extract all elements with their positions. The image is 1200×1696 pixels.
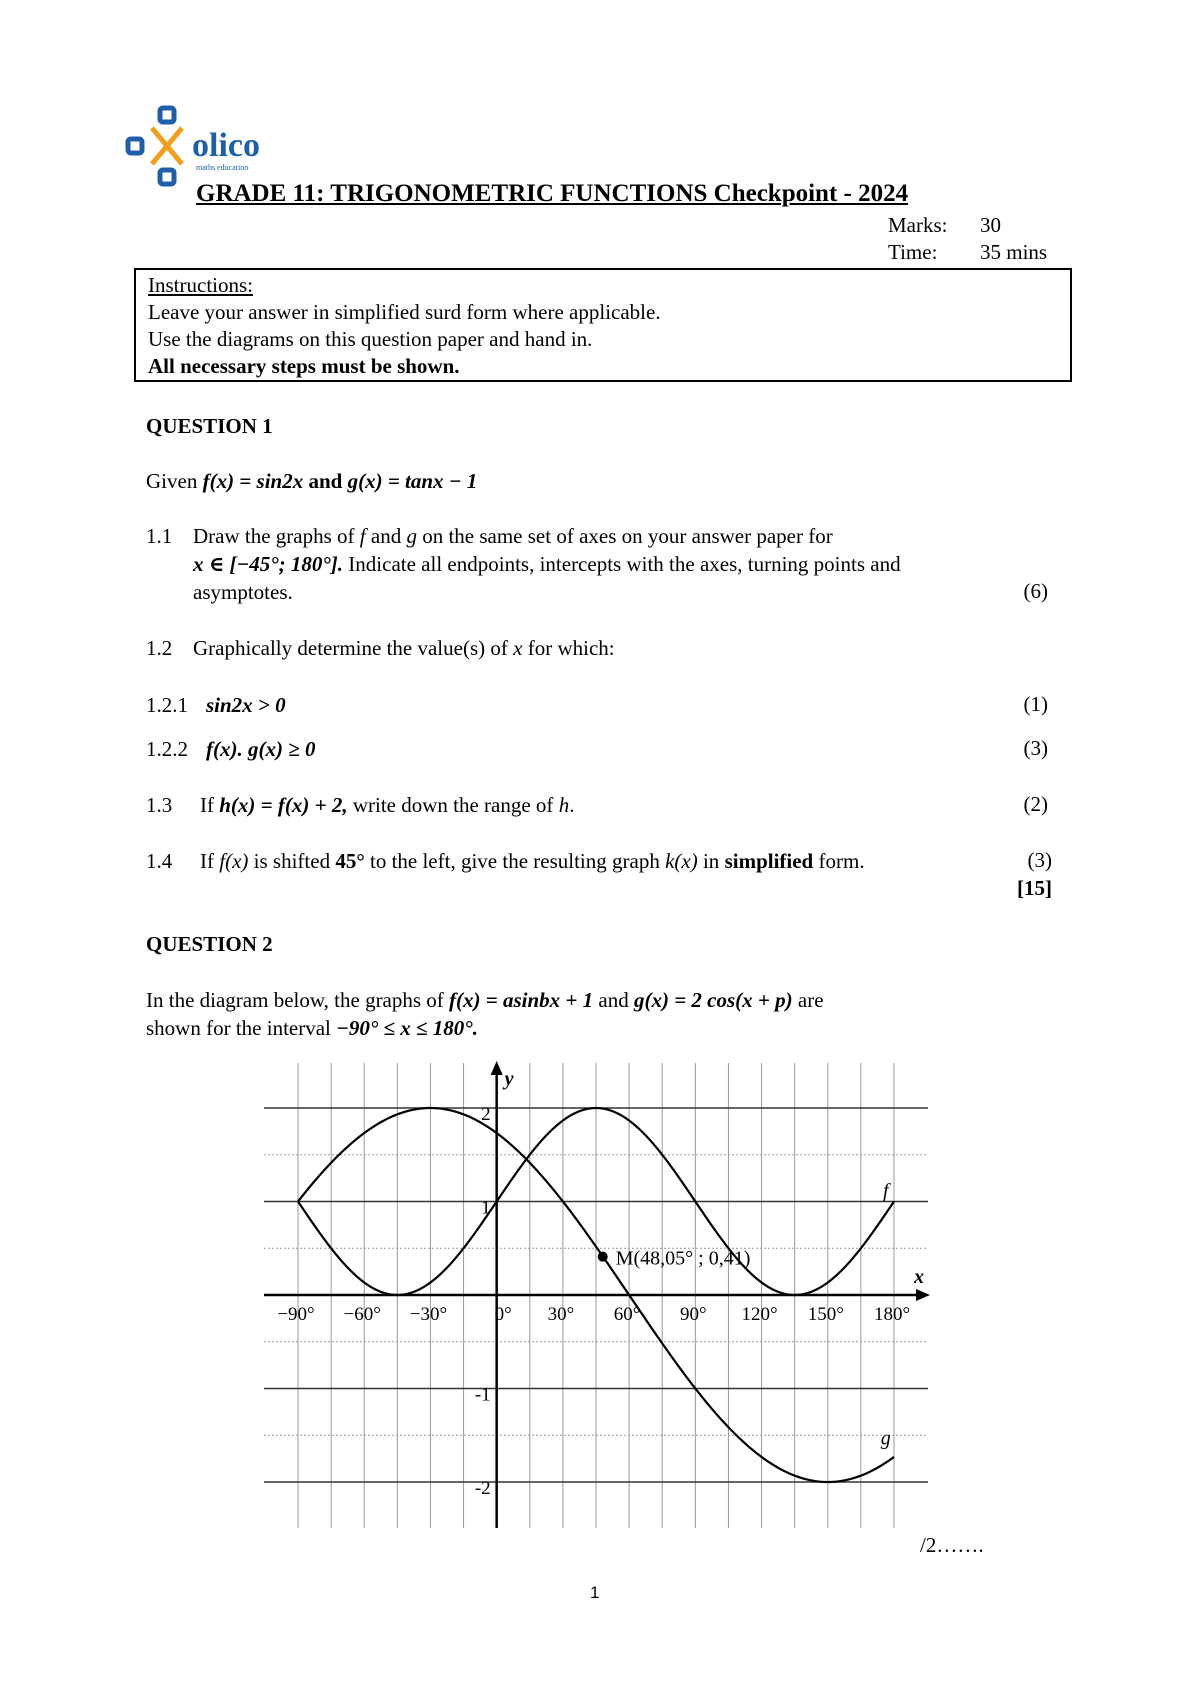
y-tick-label: -1 bbox=[474, 1384, 491, 1406]
x-tick-label: 180° bbox=[873, 1304, 911, 1325]
given-and: and bbox=[303, 469, 348, 493]
q14-marks: (3) bbox=[1027, 848, 1052, 872]
q12-number: 1.2 bbox=[146, 636, 173, 660]
given-f: f(x) = sin2x bbox=[202, 469, 304, 493]
q11-text: on the same set of axes on your answer paper for bbox=[416, 524, 833, 548]
q13-if: If bbox=[200, 793, 220, 817]
x-tick-label: −90° bbox=[277, 1304, 315, 1325]
q13-text-a: write down the range of bbox=[347, 793, 559, 817]
q11-line1 bbox=[193, 523, 833, 549]
given-prefix: Given bbox=[146, 469, 203, 493]
q14-text bbox=[200, 848, 865, 874]
q14-if: If bbox=[200, 849, 220, 873]
marks-label: Marks: bbox=[888, 213, 948, 237]
x-tick-label: −30° bbox=[409, 1304, 448, 1325]
q12-x: x bbox=[513, 636, 523, 660]
y-axis-arrow bbox=[491, 1061, 503, 1075]
q122-marks: (3) bbox=[1023, 736, 1048, 760]
instructions-heading: Instructions: bbox=[148, 273, 253, 297]
y-tick-label: -2 bbox=[474, 1478, 491, 1499]
x-tick-label: 150° bbox=[807, 1304, 844, 1325]
x-tick-label: 60° bbox=[613, 1304, 641, 1325]
q2-and: and bbox=[593, 988, 634, 1012]
x-tick-label: 120° bbox=[741, 1304, 778, 1325]
q13-number: 1.3 bbox=[146, 793, 173, 817]
q14-text-d: form. bbox=[813, 849, 865, 873]
q11-f: f bbox=[359, 524, 366, 548]
q2-line1 bbox=[146, 987, 824, 1013]
q11-line3: asymptotes. bbox=[193, 580, 293, 604]
page-number: 1 bbox=[590, 1583, 600, 1602]
x-axis-label: x bbox=[914, 1266, 924, 1288]
q13-end: . bbox=[569, 793, 575, 817]
q121-marks: (1) bbox=[1023, 692, 1048, 716]
q11-interval: x ∈ [−45°; 180°]. bbox=[193, 552, 344, 576]
y-axis-label: y bbox=[504, 1068, 514, 1090]
q1-given bbox=[146, 468, 477, 494]
q14-number: 1.4 bbox=[146, 849, 173, 873]
q2-line2 bbox=[146, 1015, 478, 1041]
page-title: GRADE 11: TRIGONOMETRIC FUNCTIONS Checkpoint - 2024 bbox=[196, 180, 909, 207]
q2-text: shown for the interval bbox=[146, 1016, 337, 1040]
q12-text-b: for which: bbox=[522, 636, 615, 660]
q2-f-expr: f(x) = asinbx + 1 bbox=[449, 988, 594, 1012]
q2-text: In the diagram below, the graphs of bbox=[146, 988, 450, 1012]
x-tick-label: 30° bbox=[547, 1304, 575, 1325]
q2-interval: −90° ≤ x ≤ 180°. bbox=[336, 1016, 478, 1040]
q14-k: k(x) bbox=[665, 849, 698, 873]
q12-text bbox=[193, 635, 615, 661]
q14-text-a: is shifted bbox=[248, 849, 336, 873]
q11-text: Draw the graphs of bbox=[193, 524, 360, 548]
time-value: 35 mins bbox=[980, 240, 1048, 264]
x-tick-label: 0° bbox=[494, 1304, 512, 1325]
q11-and: and bbox=[365, 524, 407, 548]
q122-number: 1.2.2 bbox=[146, 737, 188, 761]
instruction-line: Leave your answer in simplified surd form where applicable. bbox=[148, 300, 661, 324]
q121-expr: sin2x > 0 bbox=[206, 693, 286, 717]
instruction-line: All necessary steps must be shown. bbox=[148, 354, 460, 378]
q11-g: g bbox=[406, 524, 417, 548]
q121-number: 1.2.1 bbox=[146, 693, 188, 717]
x-tick-label: 90° bbox=[680, 1304, 707, 1325]
x-axis-arrow bbox=[916, 1289, 930, 1301]
q13-text bbox=[200, 792, 574, 818]
q1-total: [15] bbox=[1017, 876, 1052, 900]
q14-f: f(x) bbox=[219, 849, 249, 873]
q12-text-a: Graphically determine the value(s) of bbox=[193, 636, 514, 660]
q11-line2 bbox=[193, 551, 901, 577]
q13-marks: (2) bbox=[1023, 792, 1048, 816]
continue-marker: /2……. bbox=[920, 1533, 984, 1557]
point-m bbox=[598, 1252, 608, 1262]
given-g: g(x) = tanx − 1 bbox=[347, 469, 478, 493]
point-m-label: M(48,05° ; 0,41) bbox=[615, 1247, 751, 1270]
q13-expr: h(x) = f(x) + 2, bbox=[219, 793, 348, 817]
y-tick-label: 1 bbox=[481, 1197, 491, 1219]
q14-shift: 45° bbox=[335, 849, 365, 873]
instruction-line: Use the diagrams on this question paper and hand in. bbox=[148, 327, 593, 351]
x-tick-label: −60° bbox=[343, 1304, 381, 1325]
q2-text: are bbox=[792, 988, 824, 1012]
q122-expr: f(x). g(x) ≥ 0 bbox=[206, 737, 316, 761]
logo-text: olico bbox=[192, 127, 260, 164]
logo-tagline: maths education bbox=[196, 163, 249, 172]
question-2-heading: QUESTION 2 bbox=[146, 932, 273, 956]
olico-logo bbox=[122, 104, 282, 188]
trig-graph bbox=[0, 1050, 1200, 1540]
question-1-heading: QUESTION 1 bbox=[146, 414, 273, 438]
time-label: Time: bbox=[888, 240, 938, 264]
q13-h: h bbox=[558, 793, 570, 817]
q14-text-b: to the left, give the resulting graph bbox=[364, 849, 666, 873]
q14-simplified: simplified bbox=[724, 849, 814, 873]
series-f-label: f bbox=[882, 1179, 889, 1202]
q11-text: Indicate all endpoints, intercepts with the axes, turning points and bbox=[343, 552, 901, 576]
q2-g-expr: g(x) = 2 cos(x + p) bbox=[633, 988, 793, 1012]
q11-marks: (6) bbox=[1023, 579, 1048, 603]
q14-text-c: in bbox=[697, 849, 725, 873]
marks-value: 30 bbox=[980, 213, 1001, 237]
y-tick-label: 2 bbox=[481, 1104, 491, 1125]
series-g-label: g bbox=[880, 1427, 891, 1450]
q11-number: 1.1 bbox=[146, 524, 173, 548]
instructions-box bbox=[134, 268, 1072, 382]
